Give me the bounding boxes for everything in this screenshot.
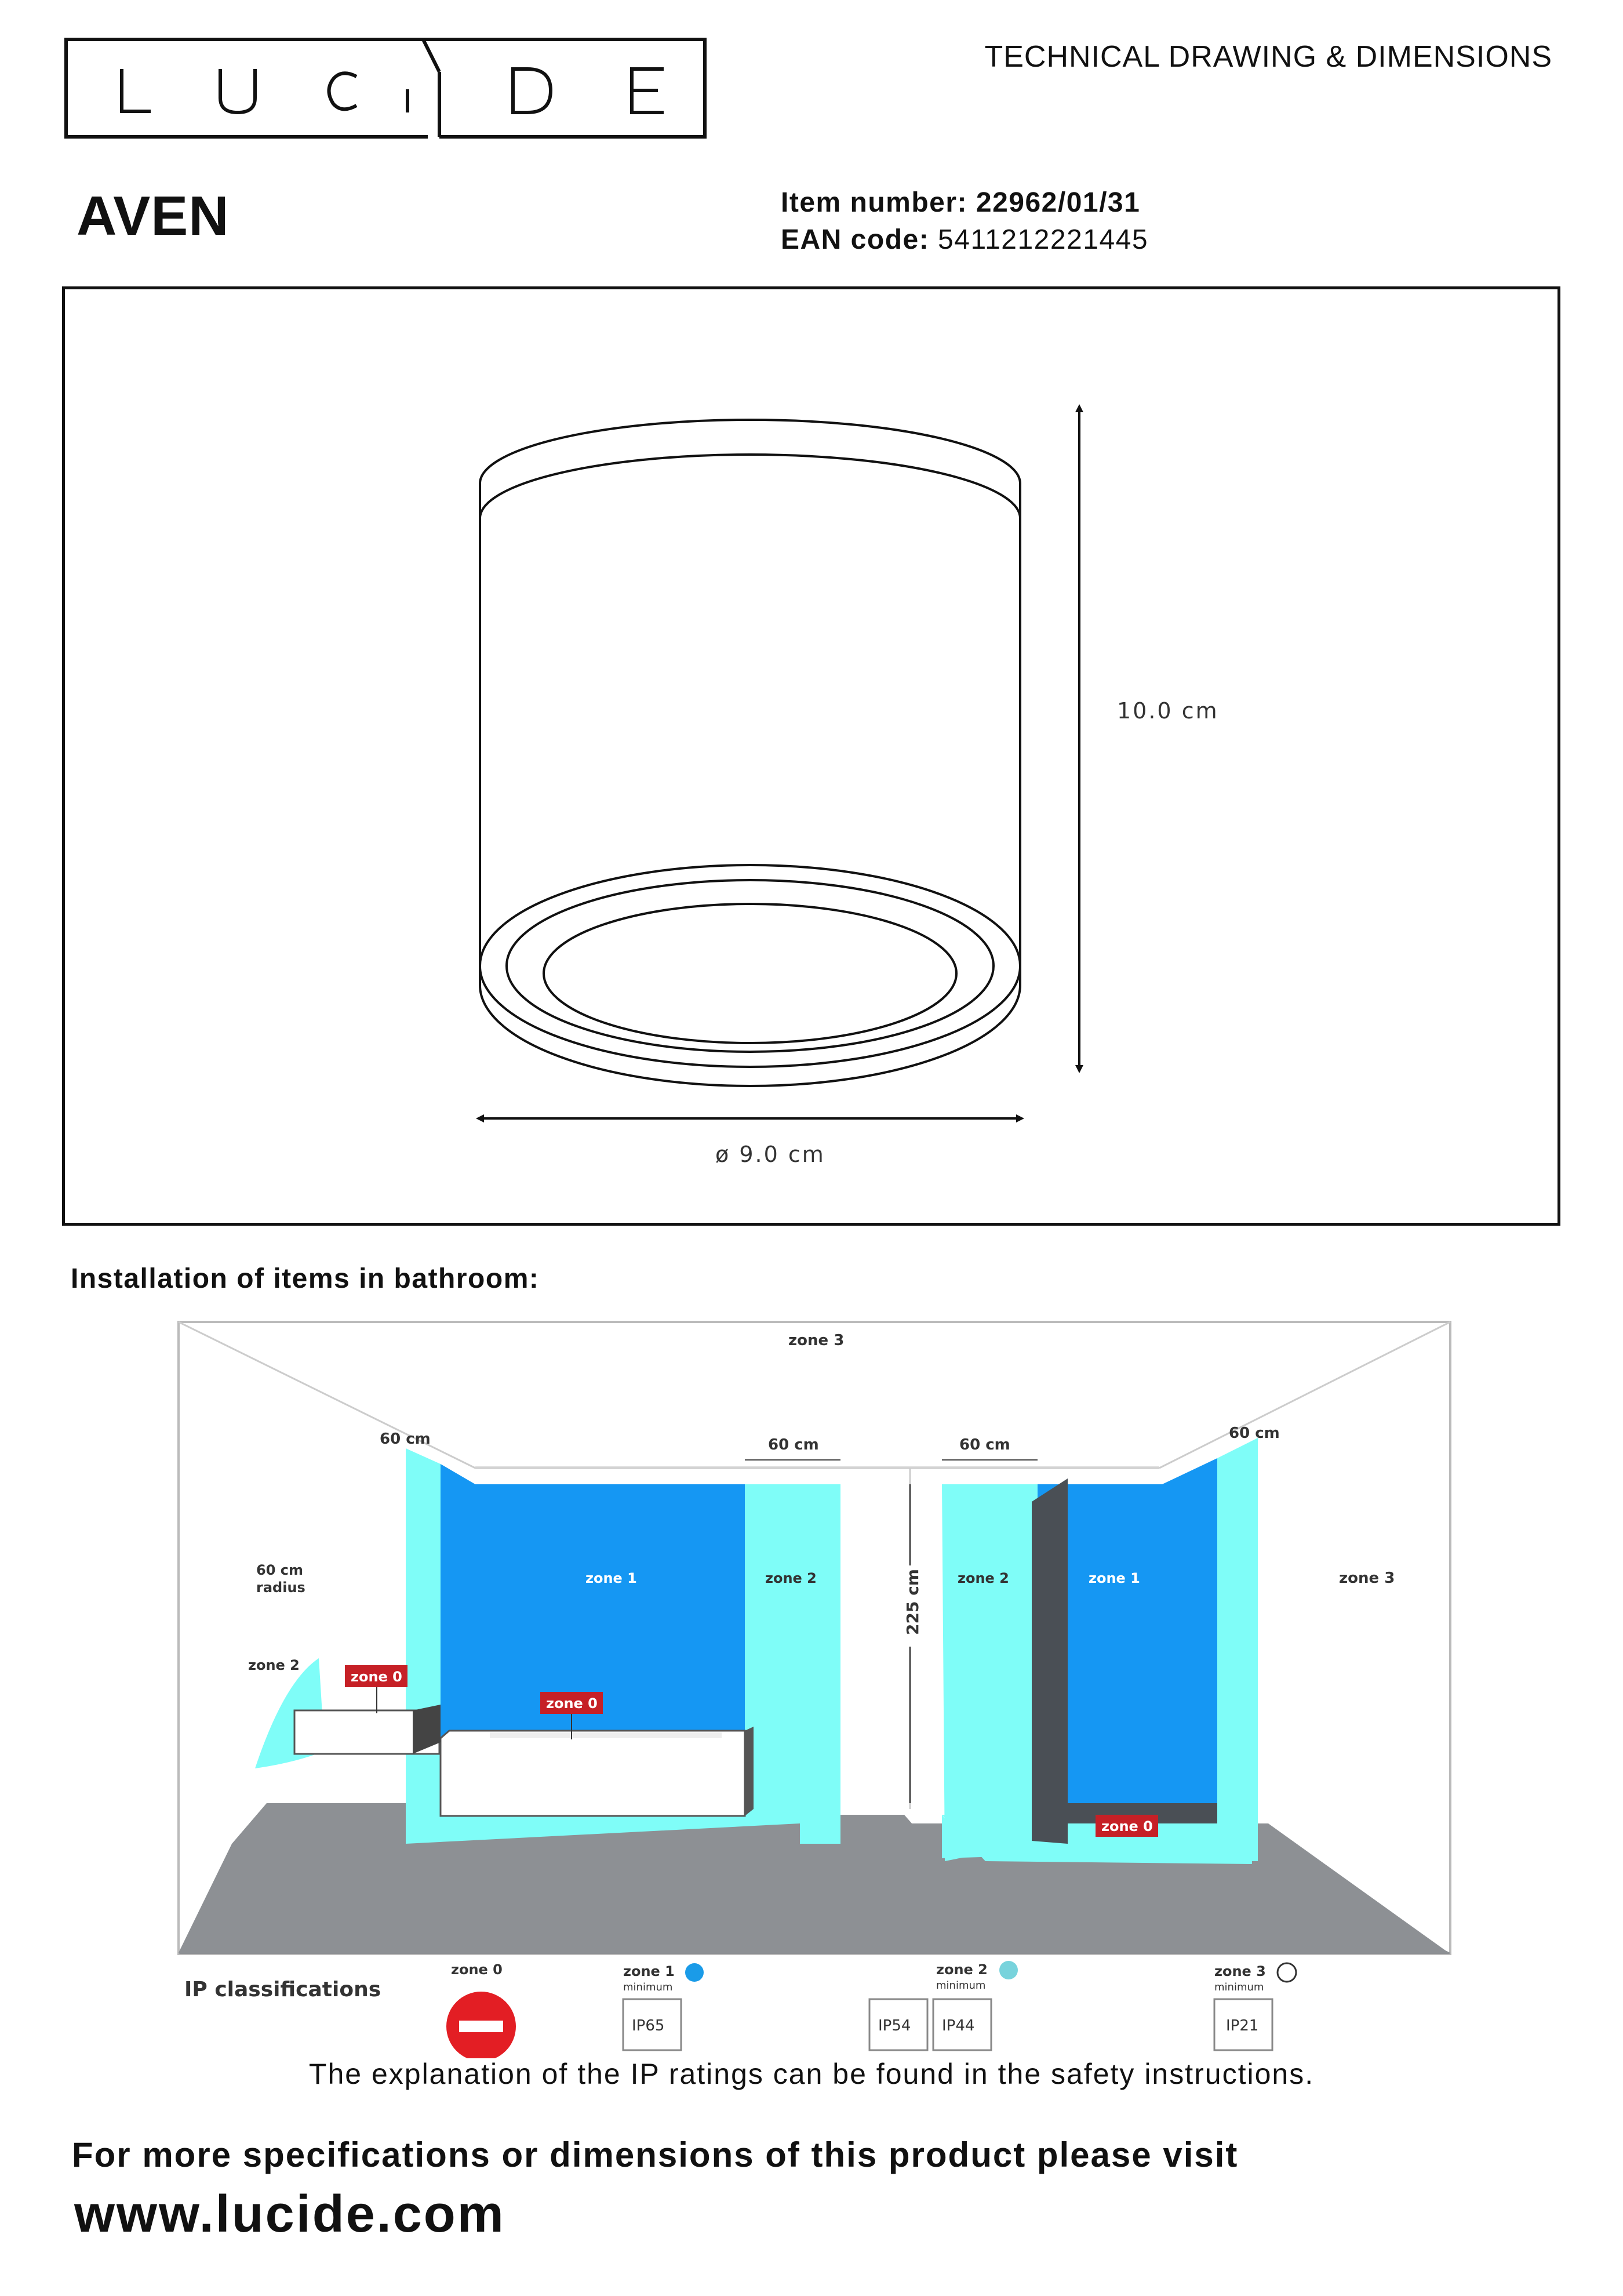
bathroom-zones-diagram	[174, 1305, 1461, 2058]
dist-shower: 60 cm	[959, 1436, 1010, 1454]
footer-text: For more specifications or dimensions of this product please visit	[72, 2135, 1239, 2174]
luminaire-drawing	[65, 289, 1558, 1223]
zone3-dot-icon	[1278, 1963, 1296, 1982]
ip-note: The explanation of the IP ratings can be found in the safety instructions.	[308, 2058, 1315, 2090]
dist-bath: 60 cm	[768, 1436, 819, 1454]
ean-row	[781, 221, 1148, 259]
ip-zone0-label: zone 0	[451, 1961, 503, 1978]
zone1-dot-icon	[685, 1963, 704, 1982]
left-wall-zone2	[406, 1448, 441, 1844]
technical-drawing-frame	[62, 286, 1560, 1226]
dist-right-corner: 60 cm	[1229, 1425, 1280, 1442]
product-codes	[781, 184, 1148, 259]
ip-zone3-label: zone 3	[1214, 1963, 1266, 1979]
zone1-bath-label: zone 1	[585, 1570, 637, 1586]
footer-url-link[interactable]: www.lucide.com	[74, 2185, 505, 2243]
page-title: TECHNICAL DRAWING & DIMENSIONS	[984, 40, 1552, 74]
ip-classifications	[184, 1961, 1296, 2058]
ip44-label: IP44	[942, 2017, 975, 2035]
zone2-shower-label: zone 2	[958, 1570, 1009, 1586]
product-name: AVEN	[77, 185, 230, 247]
zone2-sink-label: zone 2	[248, 1657, 300, 1673]
ip-zone1-min: minimum	[623, 1981, 673, 1993]
right-wall-zone2	[1217, 1438, 1258, 1861]
ean-label: EAN code:	[781, 224, 930, 255]
ip-zone2-label: zone 2	[936, 1961, 988, 1978]
item-number-row	[781, 184, 1148, 221]
ip-zone2-min: minimum	[936, 1979, 986, 1992]
height-225-label: 225 cm	[903, 1569, 922, 1635]
shower-zone2	[942, 1484, 1038, 1861]
lucide-logo	[64, 37, 707, 139]
ip-zone1-label: zone 1	[623, 1963, 675, 1979]
shower-glass	[1032, 1478, 1068, 1844]
zone2-bath-label: zone 2	[765, 1570, 817, 1586]
zone0-shower-label: zone 0	[1101, 1818, 1153, 1834]
ip54-label: IP54	[878, 2017, 911, 2035]
bath-zone2	[745, 1484, 840, 1815]
ip21-label: IP21	[1226, 2017, 1259, 2035]
zone1-shower-label: zone 1	[1089, 1570, 1140, 1586]
height-label: 10.0 cm	[1117, 698, 1219, 724]
diameter-label: ø 9.0 cm	[715, 1142, 825, 1167]
zone0-bath-label: zone 0	[546, 1695, 598, 1712]
ip-title: IP classifications	[184, 1978, 381, 2001]
bathtub	[441, 1731, 745, 1816]
installation-heading: Installation of items in bathroom:	[71, 1263, 540, 1294]
item-number-label: Item number:	[781, 187, 968, 218]
zone2-dot-icon	[999, 1961, 1018, 1979]
dist-left-corner: 60 cm	[380, 1430, 431, 1448]
cylinder-outline	[480, 420, 1020, 1086]
ean-value: 5411212221445	[938, 224, 1149, 255]
item-number-value: 22962/01/31	[976, 187, 1141, 218]
radius-label-2: radius	[256, 1579, 305, 1596]
ip65-label: IP65	[632, 2017, 665, 2035]
zone0-sink-label: zone 0	[351, 1669, 402, 1685]
zone3-right-label: zone 3	[1339, 1570, 1395, 1587]
ip-zone3-min: minimum	[1214, 1981, 1264, 1993]
radius-label-1: 60 cm	[256, 1562, 303, 1578]
zone3-top-label: zone 3	[788, 1332, 845, 1349]
